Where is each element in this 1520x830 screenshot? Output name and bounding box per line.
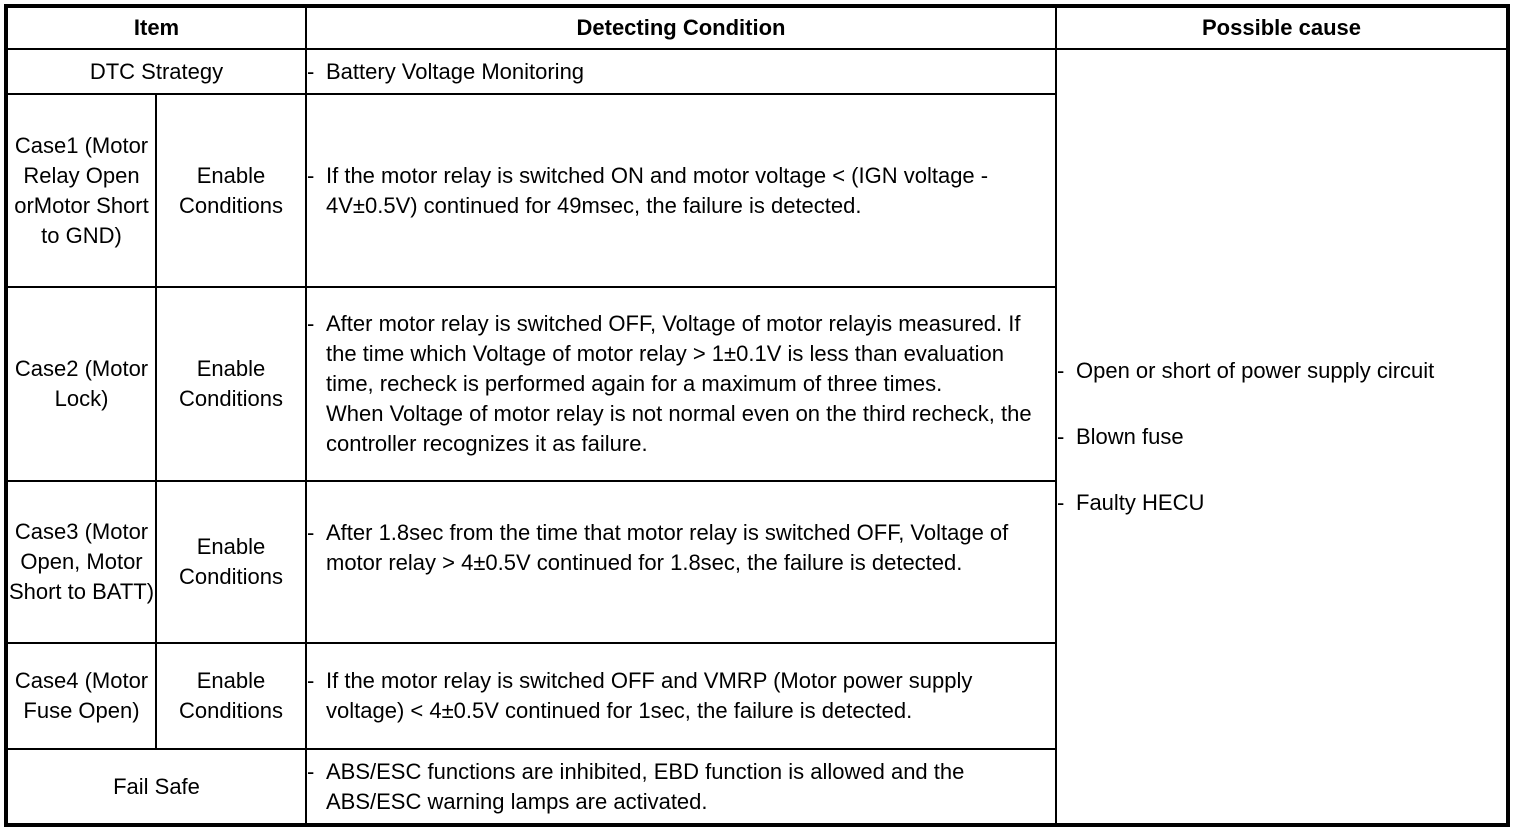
header-row — [7, 7, 1507, 49]
enable-conditions: Enable Conditions — [156, 287, 306, 481]
dtc-strategy-label: DTC Strategy — [7, 49, 306, 94]
case-condition-text: After motor relay is switched OFF, Voltage of motor relayis measured. If the time which Voltage of motor relay > 1±0.1V is less than evaluation time, recheck is performed again for a maximum of three times. — [326, 311, 1021, 396]
cause-text: Open or short of power supply circuit — [1076, 357, 1435, 383]
fail-safe-condition — [306, 749, 1056, 824]
fail-safe-label: Fail Safe — [7, 749, 306, 824]
header-detecting-condition: Detecting Condition — [306, 7, 1056, 49]
header-item: Item — [7, 7, 306, 49]
cause-item — [1057, 356, 1506, 386]
dash-marker: - — [1057, 357, 1065, 383]
case-condition — [306, 643, 1056, 749]
case-condition-text: After 1.8sec from the time that motor relay is switched OFF, Voltage of motor relay > 4±0.5V continued for 1.8sec, the failure is detected. — [326, 520, 1009, 575]
case-condition — [306, 94, 1056, 287]
possible-cause-cell — [1056, 49, 1507, 824]
cause-text: Blown fuse — [1076, 423, 1184, 449]
case-name: Case4 (Motor Fuse Open) — [7, 643, 156, 749]
dtc-table-container — [6, 6, 1508, 825]
dash-marker: - — [1057, 423, 1065, 449]
dash-marker: - — [1057, 489, 1065, 515]
fail-safe-condition-text: ABS/ESC functions are inhibited, EBD function is allowed and the ABS/ESC warning lamps are activated. — [326, 758, 965, 814]
case-condition — [306, 287, 1056, 481]
dash-marker: - — [307, 758, 315, 784]
dtc-table — [6, 6, 1508, 825]
case-name: Case2 (Motor Lock) — [7, 287, 156, 481]
case-condition — [306, 481, 1056, 643]
cause-item — [1057, 488, 1506, 518]
dash-marker: - — [307, 311, 315, 336]
dtc-strategy-condition-text: Battery Voltage Monitoring — [326, 58, 585, 84]
dash-marker: - — [307, 162, 315, 188]
case-name: Case3 (Motor Open, Motor Short to BATT) — [7, 481, 156, 643]
dash-marker: - — [307, 520, 315, 545]
cause-text: Faulty HECU — [1076, 489, 1205, 515]
enable-conditions: Enable Conditions — [156, 94, 306, 287]
dash-marker: - — [307, 58, 315, 84]
enable-conditions: Enable Conditions — [156, 643, 306, 749]
case-condition-text-2: When Voltage of motor relay is not normal even on the third recheck, the controller recognizes it as failure. — [326, 401, 1032, 456]
case-condition-text: If the motor relay is switched OFF and VMRP (Motor power supply voltage) < 4±0.5V continued for 1sec, the failure is detected. — [326, 668, 973, 723]
cause-item — [1057, 422, 1506, 452]
dash-marker: - — [307, 668, 315, 693]
case-condition-text: If the motor relay is switched ON and motor voltage < (IGN voltage - 4V±0.5V) continued for 49msec, the failure is detected. — [326, 162, 989, 218]
header-possible-cause: Possible cause — [1056, 7, 1507, 49]
dtc-strategy-row — [7, 49, 1507, 94]
enable-conditions: Enable Conditions — [156, 481, 306, 643]
dtc-strategy-condition — [306, 49, 1056, 94]
case-name: Case1 (Motor Relay Open orMotor Short to GND) — [7, 94, 156, 287]
